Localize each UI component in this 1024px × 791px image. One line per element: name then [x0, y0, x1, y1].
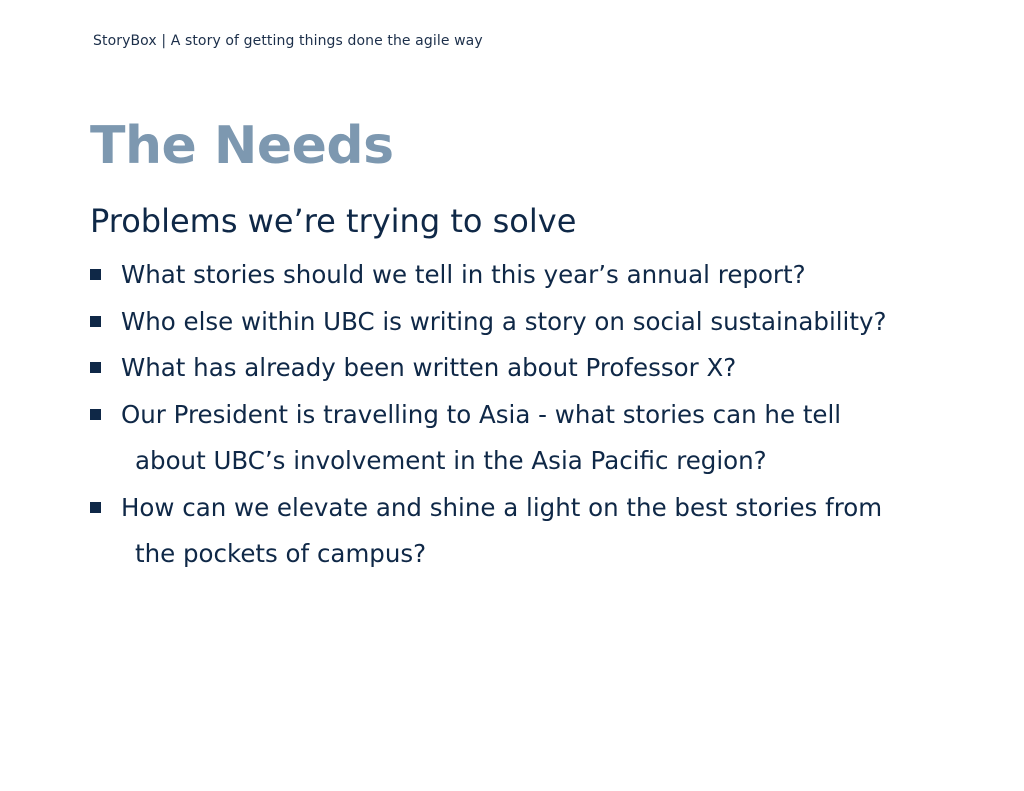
bullet-text: Who else within UBC is writing a story on social sustainability? — [121, 306, 887, 336]
bullet-item — [88, 392, 988, 485]
bullet-item — [88, 252, 988, 299]
bullet-text: Our President is travelling to Asia - what stories can he tell — [121, 399, 842, 429]
square-bullet-icon — [90, 316, 101, 327]
bullet-list — [88, 252, 988, 578]
bullet-item — [88, 485, 988, 578]
slide-subtitle: Problems we’re trying to solve — [90, 202, 577, 240]
presentation-header: StoryBox | A story of getting things done the agile way — [93, 33, 483, 49]
square-bullet-icon — [90, 362, 101, 373]
bullet-text-continuation: the pockets of campus? — [135, 539, 427, 568]
bullet-text: What has already been written about Professor X? — [121, 353, 737, 382]
square-bullet-icon — [90, 409, 101, 420]
bullet-text: What stories should we tell in this year’s annual report? — [121, 260, 806, 289]
bullet-text: How can we elevate and shine a light on the best stories from — [121, 492, 883, 522]
square-bullet-icon — [90, 502, 101, 513]
bullet-text-continuation: about UBC’s involvement in the Asia Pacific region? — [135, 446, 767, 475]
slide-title: The Needs — [90, 116, 394, 176]
square-bullet-icon — [90, 269, 101, 280]
bullet-item — [88, 299, 988, 346]
bullet-item — [88, 345, 988, 392]
